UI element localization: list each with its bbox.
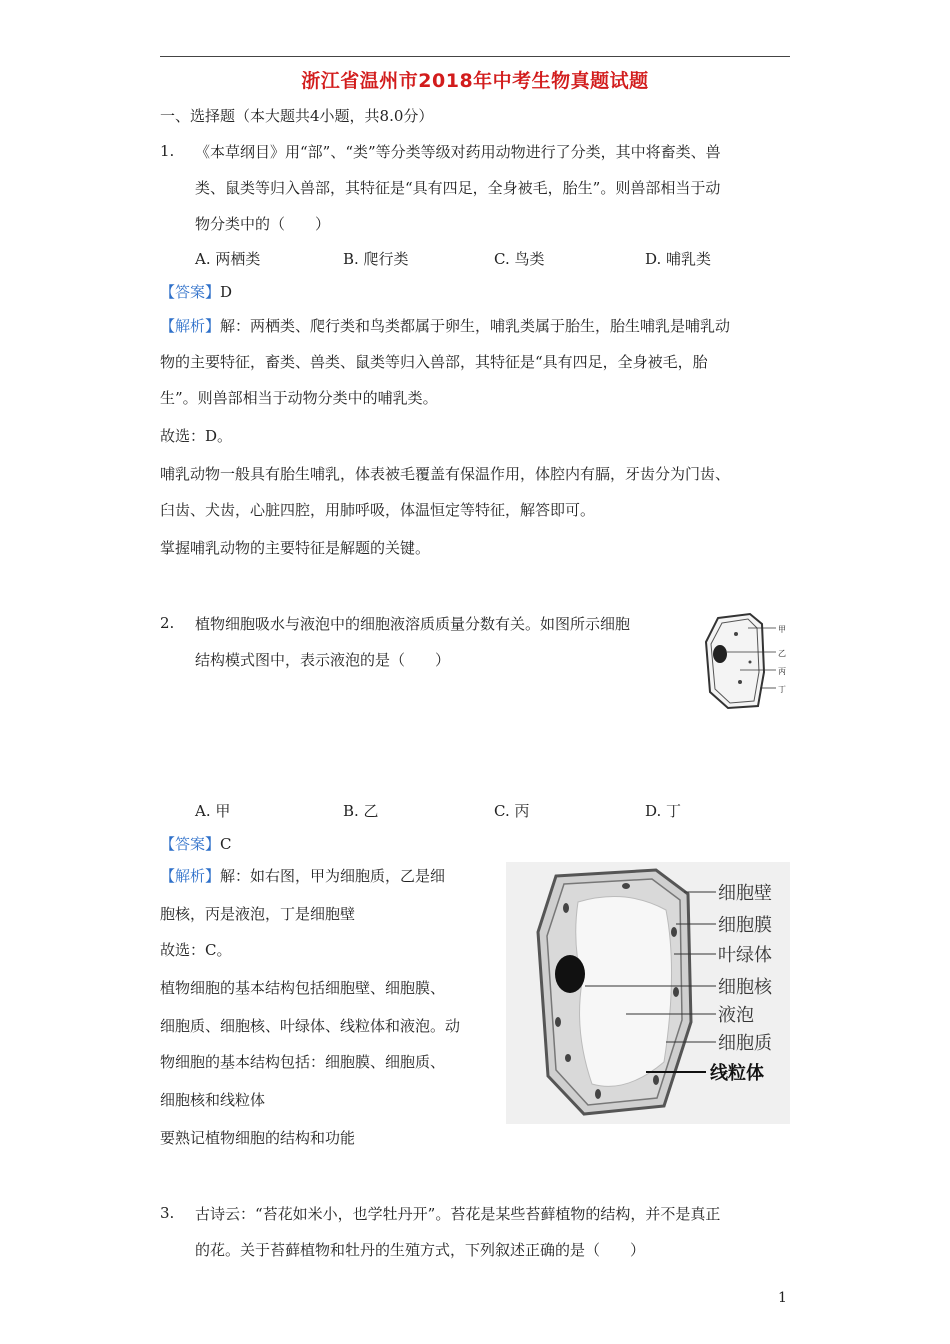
q1-number: 1.	[160, 142, 175, 160]
q2-option-b: B. 乙	[343, 802, 379, 820]
q1-option-d: D. 哺乳类	[645, 250, 712, 268]
q1-analysis-line: 臼齿、犬齿，心脏四腔，用肺呼吸，体温恒定等特征，解答即可。	[160, 501, 596, 519]
q2-analysis-line: 胞核，丙是液泡，丁是细胞壁	[160, 905, 356, 923]
q2-analysis-first-line: 解：如右图，甲为细胞质，乙是细	[220, 867, 446, 885]
answer-tag: 【答案】	[160, 835, 221, 853]
small-cell-diagram	[700, 612, 795, 712]
page-number: 1	[778, 1290, 787, 1306]
section-heading: 一、选择题（本大题共4小题，共8.0分）	[160, 107, 434, 125]
q1-answer	[160, 282, 232, 302]
q2-answer	[160, 834, 232, 854]
small-fig-label-ding: 丁	[778, 685, 786, 694]
q2-number: 2.	[160, 614, 175, 632]
q1-analysis-first-line: 解：两栖类、爬行类和鸟类都属于卵生，哺乳类属于胎生，胎生哺乳是哺乳动	[220, 317, 731, 335]
small-fig-label-jia: 甲	[778, 625, 786, 634]
q3-number: 3.	[160, 1204, 175, 1222]
q2-analysis	[160, 866, 445, 886]
big-fig-label-cytoplasm: 细胞质	[718, 1033, 772, 1054]
q2-analysis-line: 要熟记植物细胞的结构和功能	[160, 1129, 356, 1147]
q1-analysis-line: 物的主要特征，畜类、兽类、鼠类等归入兽部，其特征是“具有四足，全身被毛，胎	[160, 353, 708, 371]
q3-line: 古诗云：“苔花如米小，也学牡丹开”。苔花是某些苔藓植物的结构，并不是真正	[195, 1205, 721, 1223]
q2-analysis-line: 故选：C。	[160, 941, 232, 959]
small-fig-label-yi: 乙	[778, 649, 786, 658]
big-fig-label-chloroplast: 叶绿体	[718, 945, 772, 966]
q1-answer-value: D	[220, 283, 233, 301]
q1-analysis-line: 哺乳动物一般具有胎生哺乳，体表被毛覆盖有保温作用，体腔内有膈，牙齿分为门齿、	[160, 465, 731, 483]
page-title: 浙江省温州市2018年中考生物真题试题	[301, 70, 649, 92]
header-rule	[160, 56, 790, 57]
q2-line: 植物细胞吸水与液泡中的细胞液溶质质量分数有关。如图所示细胞	[195, 615, 631, 633]
q1-option-b: B. 爬行类	[343, 250, 409, 268]
big-fig-label-nucleus: 细胞核	[718, 977, 772, 998]
analysis-tag: 【解析】	[160, 867, 221, 885]
big-fig-label-vacuole: 液泡	[718, 1005, 754, 1026]
q2-analysis-line: 物细胞的基本结构包括：细胞膜、细胞质、	[160, 1053, 446, 1071]
big-fig-label-mitochondria: 线粒体	[710, 1063, 764, 1084]
q1-analysis-line: 生”。则兽部相当于动物分类中的哺乳类。	[160, 389, 438, 407]
q1-analysis	[160, 316, 730, 336]
q3-line: 的花。关于苔藓植物和牡丹的生殖方式，下列叙述正确的是（ ）	[195, 1241, 646, 1259]
answer-tag: 【答案】	[160, 283, 221, 301]
q1-option-a: A. 两栖类	[195, 250, 261, 268]
q2-answer-value: C	[220, 835, 232, 853]
q2-analysis-line: 细胞核和线粒体	[160, 1091, 266, 1109]
q1-line: 《本草纲目》用“部”、“类”等分类等级对药用动物进行了分类，其中将畜类、兽	[195, 143, 721, 161]
q1-line: 类、鼠类等归入兽部，其特征是“具有四足，全身被毛，胎生”。则兽部相当于动	[195, 179, 721, 197]
q1-line: 物分类中的（ ）	[195, 215, 331, 233]
q2-option-c: C. 丙	[494, 802, 530, 820]
big-fig-label-cell-membrane: 细胞膜	[718, 915, 772, 936]
q2-analysis-line: 细胞质、细胞核、叶绿体、线粒体和液泡。动	[160, 1017, 461, 1035]
big-fig-label-cell-wall: 细胞壁	[718, 883, 772, 904]
plant-cell-diagram	[506, 862, 790, 1124]
q1-analysis-line: 掌握哺乳动物的主要特征是解题的关键。	[160, 539, 431, 557]
small-fig-label-bing: 丙	[778, 667, 786, 676]
q2-analysis-line: 植物细胞的基本结构包括细胞壁、细胞膜、	[160, 979, 446, 997]
q2-option-d: D. 丁	[645, 802, 682, 820]
q1-analysis-line: 故选：D。	[160, 427, 233, 445]
q2-option-a: A. 甲	[195, 802, 231, 820]
q1-option-c: C. 鸟类	[494, 250, 545, 268]
q2-line: 结构模式图中，表示液泡的是（ ）	[195, 651, 451, 669]
analysis-tag: 【解析】	[160, 317, 221, 335]
